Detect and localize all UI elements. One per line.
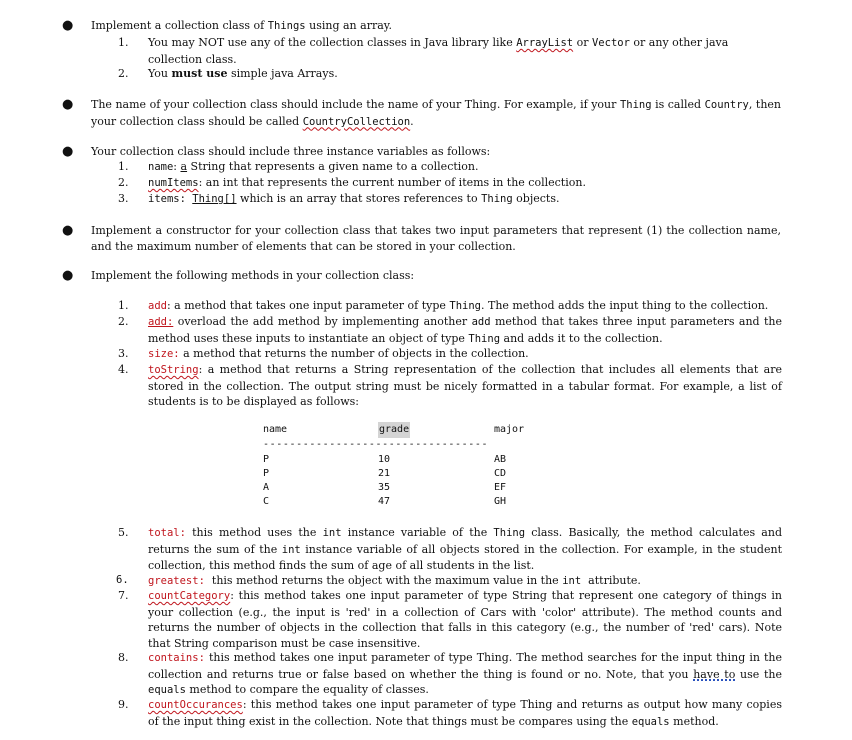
table-cell: CD (494, 468, 507, 479)
bullet-2-text: The name of your collection class should include the name of your Thing. For example, if your Thing is called Country, then your collection class should be called CountryCollection. (91, 98, 781, 128)
table-header-name: name (263, 424, 288, 435)
table-cell: 35 (378, 482, 391, 493)
list-number: 2. (118, 67, 129, 80)
method-total: total: this method uses the int instance variable of the Thing class. Basically, the method calculates and returns the sum of the int instance variable of all objects stored in the collection. For example, in the student collection, this method finds the sum of age of all students in the list. (148, 526, 782, 572)
bullet-5-text: Implement the following methods in your collection class: (91, 269, 415, 282)
bullet-4-text: Implement a constructor for your collection class that takes two input parameters that represent (1) the collection name, and the maximum number of elements that can be stored in your collection. (91, 224, 781, 253)
method-tostring: toString: a method that returns a String representation of the collection that includes all elements that are stored in the collection. The output string must be nicely formatted in a tabular format. For example, a list of students is to be displayed as follows: (148, 363, 782, 408)
bullet-3-text: Your collection class should include three instance variables as follows: (91, 145, 491, 158)
table-cell: A (263, 482, 270, 493)
table-cell: GH (494, 496, 507, 507)
bullet-icon: ● (62, 144, 74, 159)
bullet-1-text: Implement a collection class of Things using an array. (91, 19, 393, 32)
table-header-major: major (494, 424, 525, 435)
list-number: 1. (118, 160, 129, 173)
list-number: 2. (118, 315, 129, 328)
list-number: 7. (118, 589, 129, 602)
bullet-icon: ● (62, 268, 74, 283)
list-item: items: Thing[] which is an array that stores references to Thing objects. (148, 192, 560, 205)
list-item: You must use simple java Arrays. (148, 67, 338, 80)
table-header-grade: grade (378, 422, 410, 438)
list-number: 1. (118, 36, 129, 49)
table-cell: P (263, 468, 270, 479)
table-separator: ---------------------------------- (263, 439, 489, 450)
method-size: size: a method that returns the number of objects in the collection. (148, 347, 529, 360)
list-item: You may NOT use any of the collection classes in Java library like ArrayList or Vector or any other java collection class. (148, 36, 729, 66)
list-number: 2. (118, 176, 129, 189)
list-number: 3. (118, 192, 129, 205)
method-add: add: a method that takes one input parameter of type Thing. The method adds the input thing to the collection. (148, 299, 769, 312)
list-number: 8. (118, 651, 129, 664)
method-countoccurances: countOccurances: this method takes one input parameter of type Thing and returns as output how many copies of the input thing exist in the collection. Note that things must be compares using the equals method. (148, 698, 782, 728)
list-number: 6. (116, 574, 129, 586)
bullet-icon: ● (62, 97, 74, 112)
table-cell: 21 (378, 468, 391, 479)
list-item: numItems: an int that represents the current number of items in the collection. (148, 176, 586, 189)
table-cell: 47 (378, 496, 391, 507)
table-cell: P (263, 454, 270, 465)
list-number: 4. (118, 363, 129, 376)
table-cell: C (263, 496, 270, 507)
list-number: 3. (118, 347, 129, 360)
list-number: 5. (118, 526, 129, 539)
method-add-overload: add: overload the add method by implementing another add method that takes three input parameters and the method uses these inputs to instantiate an object of type Thing and adds it to the collection. (148, 315, 782, 345)
method-contains: contains: this method takes one input parameter of type Thing. The method searches for the input thing in the collection and returns true or false based on whether the thing is found or no. Note, that you have to use the equals method to compare the equality of classes. (148, 651, 783, 696)
table-cell: EF (494, 482, 507, 493)
bullet-icon: ● (62, 223, 74, 238)
method-countcategory: countCategory: this method takes one input parameter of type String that represent one category of things in your collection (e.g., the input is 'red' in a collection of Cars with 'color' attribute). The method counts and returns the number of objects in the collection that falls in this category (e.g., the number of 'red' cars). Note that String comparison must be case insensitive. (148, 589, 782, 650)
table-cell: 10 (378, 454, 391, 465)
bullet-icon: ● (62, 18, 74, 33)
list-item: name: a String that represents a given name to a collection. (148, 160, 479, 173)
table-cell: AB (494, 454, 507, 465)
method-greatest: greatest: this method returns the object with the maximum value in the int attribute. (148, 574, 641, 587)
list-number: 9. (118, 698, 129, 711)
list-number: 1. (118, 299, 129, 312)
